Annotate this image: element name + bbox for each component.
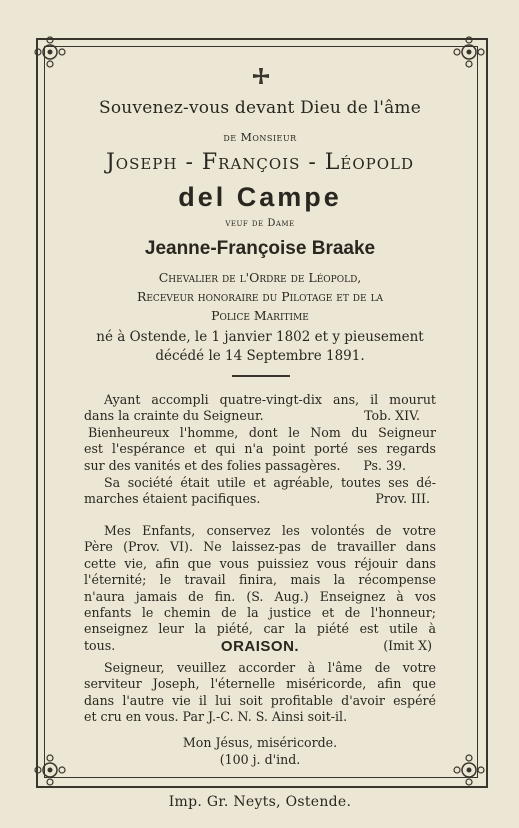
text-line: serviteur Joseph, l'éternelle miséricorde, afin que xyxy=(84,676,436,692)
surname: del Campe xyxy=(178,182,342,212)
paragraph-2 xyxy=(84,425,436,474)
title-monsieur: de Monsieur xyxy=(223,131,297,144)
text-line: marches étaient pacifiques. xyxy=(84,491,261,507)
honor-title: Chevalier de l'Ordre de Léopold, xyxy=(158,270,362,285)
scripture-ref: Tob. XIV. xyxy=(364,408,420,424)
paragraph-4 xyxy=(84,523,436,654)
text-line: n'aura jamais de fin. (S. Aug.) Enseignez à vos xyxy=(84,588,436,604)
text-line: Père (Prov. VI). Ne laissez-pas de travailler dans xyxy=(84,539,436,555)
scripture-ref: (Imit X) xyxy=(383,637,432,653)
invocation: Mon Jésus, miséricorde. xyxy=(182,735,338,750)
text-line: Mes Enfants, conservez les volontés de votre xyxy=(104,523,436,538)
text-line: l'éternité; le travail finira, mais la récompense xyxy=(84,572,436,588)
corner-ornament-icon xyxy=(449,32,489,72)
text-line: enseignez leur la piété, car la piété est utile à xyxy=(84,621,436,637)
paragraph-1 xyxy=(84,392,436,425)
prayer-text xyxy=(84,660,436,726)
spouse-name: Jeanne-Françoise Braake xyxy=(144,238,376,259)
text-line: sur des vanités et des folies passagères. xyxy=(84,457,341,473)
text-line: tous. xyxy=(84,637,116,653)
occupation-line: Receveur honoraire du Pilotage et de la xyxy=(136,289,384,304)
text-line: dans l'autre vie il lui soit profitable d'avoir espéré xyxy=(84,692,436,708)
scripture-ref: Prov. III. xyxy=(375,491,430,507)
text-line: Sa société était utile et agréable, toutes ses dé- xyxy=(104,475,436,490)
text-line: Seigneur, veuillez accorder à l'âme de votre xyxy=(104,660,436,675)
text-line xyxy=(84,408,436,424)
widower-label: veuf de Dame xyxy=(225,218,295,229)
text-line: cette vie, afin que vous puissiez vous réjouir dans xyxy=(84,555,436,571)
occupation-line-2: Police Maritime xyxy=(211,308,309,323)
opening-line: Souvenez-vous devant Dieu de l'âme xyxy=(98,98,422,118)
paragraph-3 xyxy=(84,475,436,508)
death-line: décédé le 14 Septembre 1891. xyxy=(155,348,365,364)
text-line: enfants le chemin de la justice et de l'honneur; xyxy=(84,604,436,620)
text-line: Bienheureux l'homme, dont le Nom du Seigneur xyxy=(88,425,436,440)
text-line xyxy=(84,491,436,507)
text-line: dans la crainte du Seigneur. xyxy=(84,408,264,424)
scripture-ref: Ps. 39. xyxy=(363,457,406,473)
text-line: Ayant accompli quatre-vingt-dix ans, il mourut xyxy=(104,392,436,407)
corner-ornament-icon xyxy=(30,32,70,72)
birth-line: né à Ostende, le 1 janvier 1802 et y pieusement xyxy=(96,329,424,345)
indulgence: (100 j. d'ind. xyxy=(219,752,301,767)
cross-icon xyxy=(249,66,273,90)
prayer-heading: ORAISON. xyxy=(220,638,300,655)
printer-imprint: Imp. Gr. Neyts, Ostende. xyxy=(168,794,352,810)
text-line: est l'espérance et qui n'a point porté ses regards xyxy=(84,441,436,457)
divider xyxy=(232,375,290,377)
text-line xyxy=(84,458,436,474)
text-line: et cru en vous. Par J.-C. N. S. Ainsi soit-il. xyxy=(84,709,348,725)
given-names: Joseph - François - Léopold xyxy=(105,150,415,175)
